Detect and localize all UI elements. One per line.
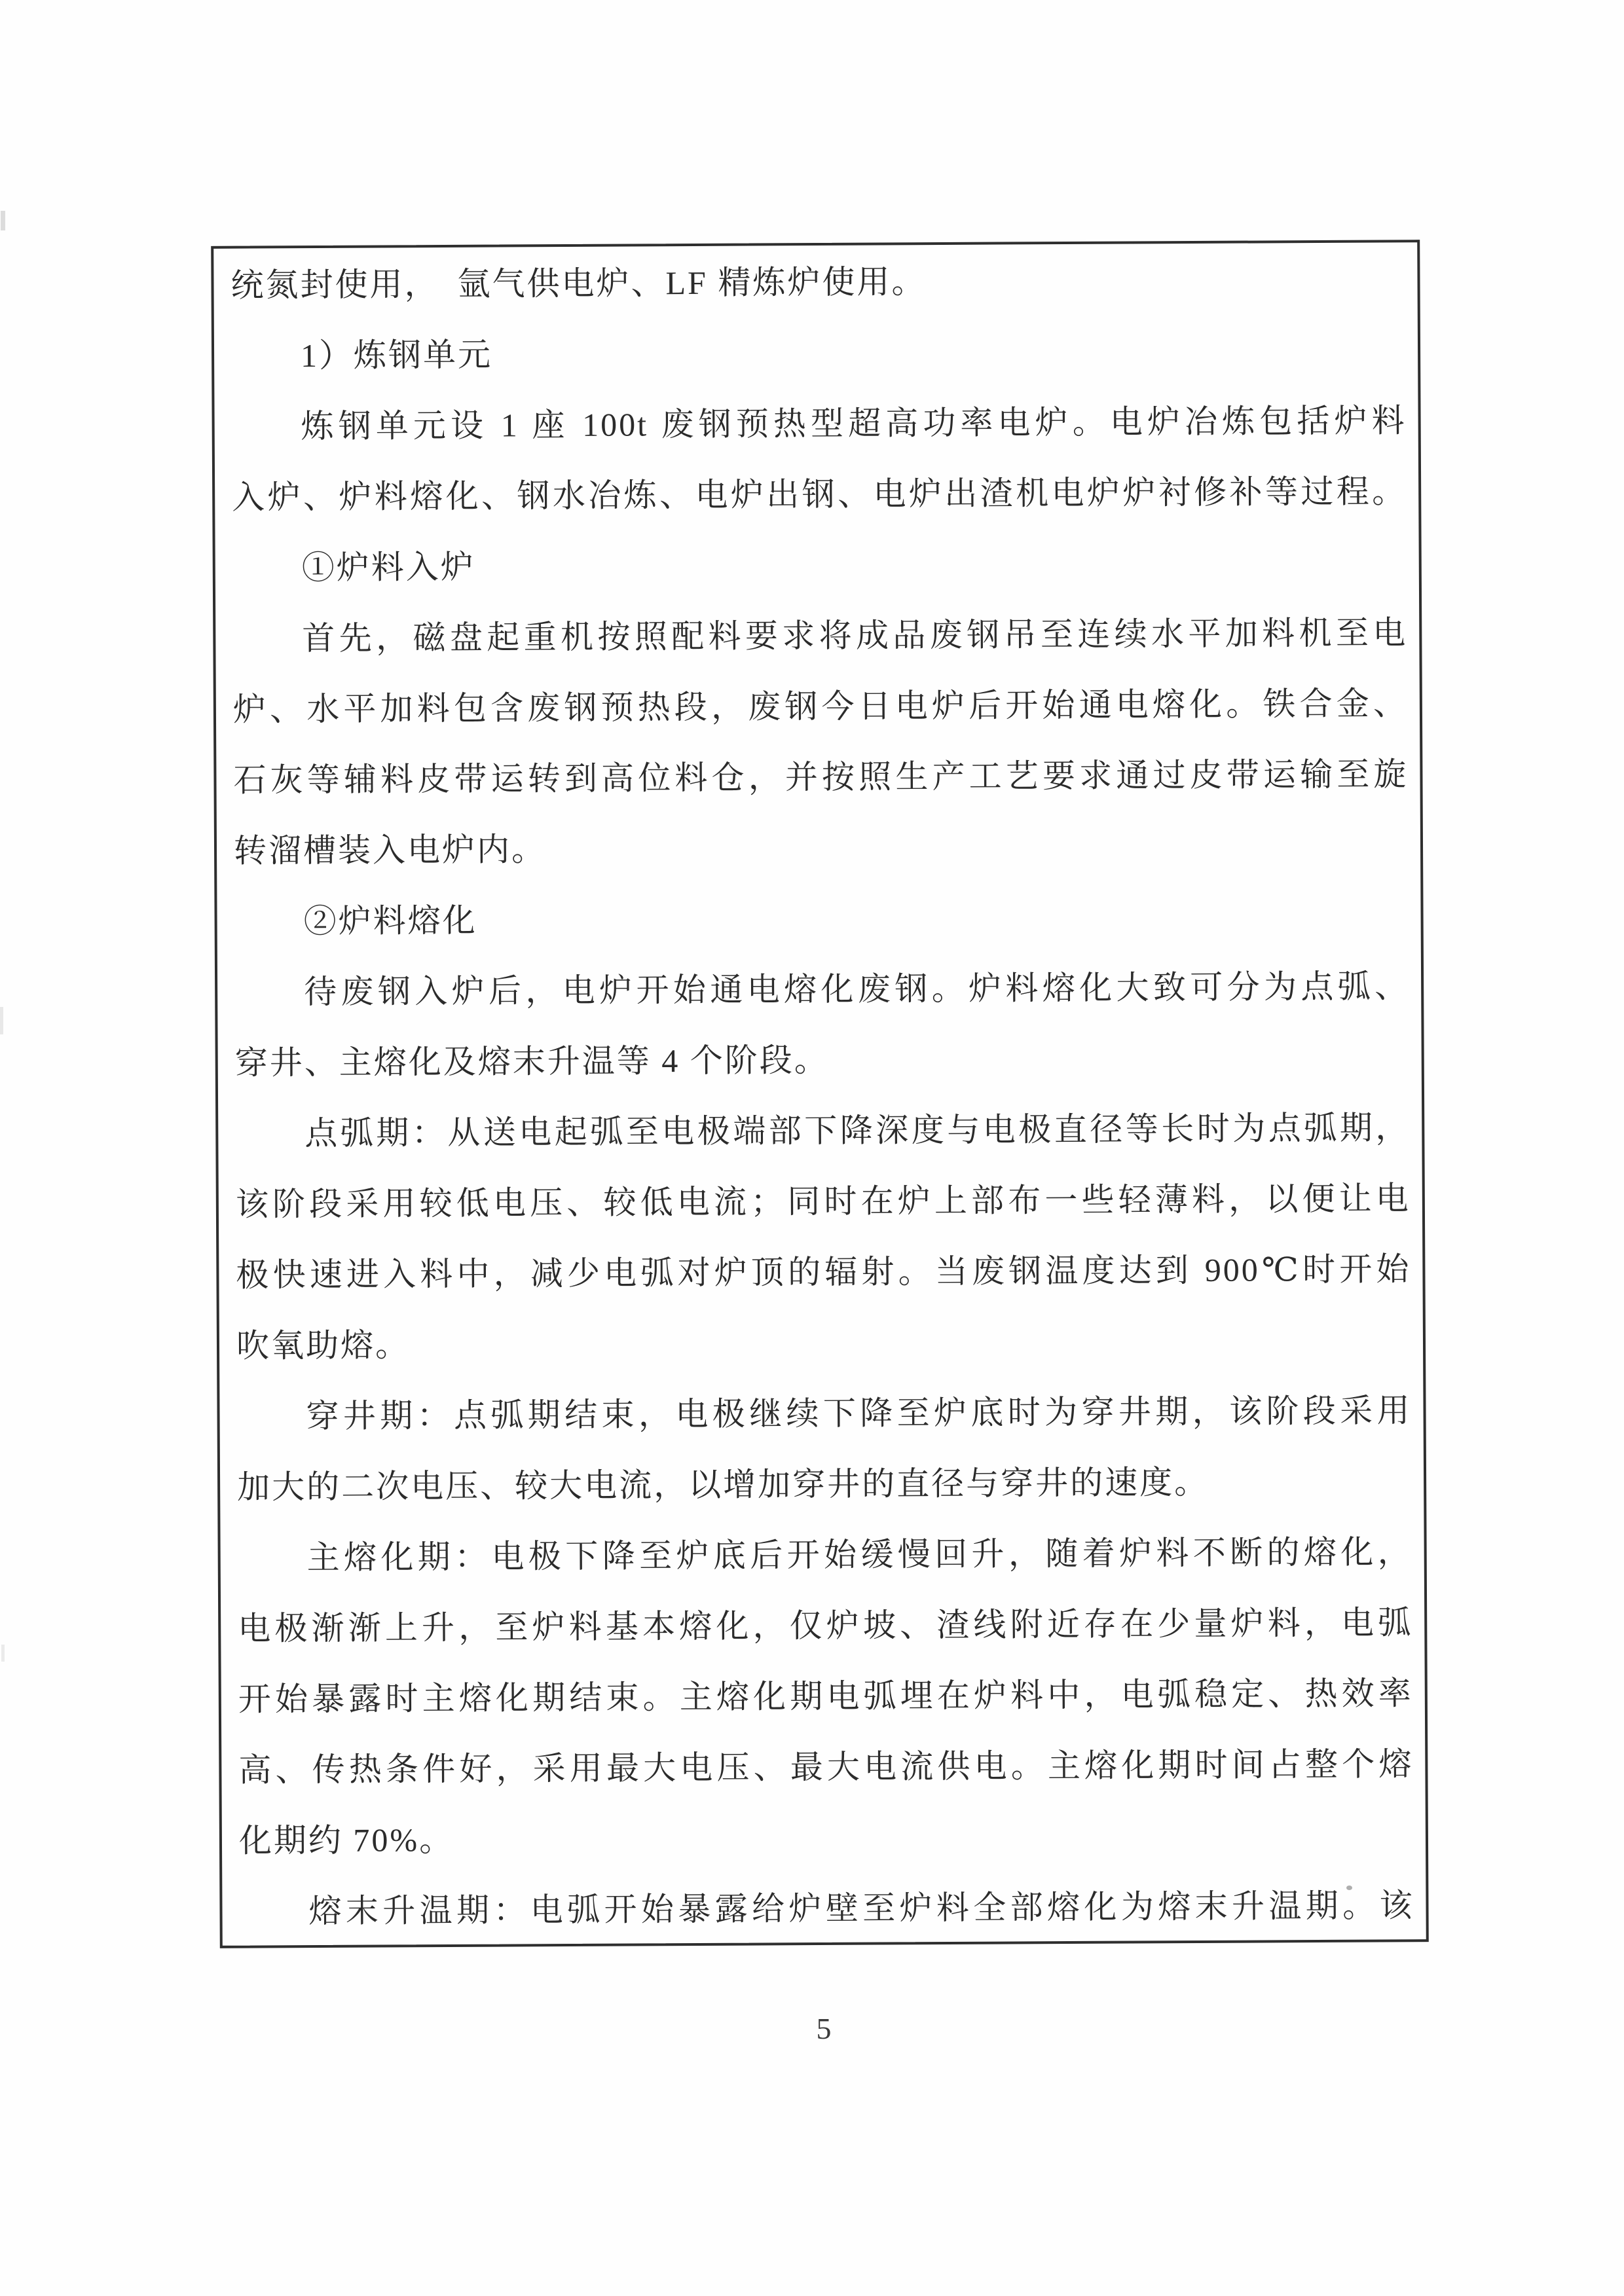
text-line: ①炉料入炉	[301, 548, 475, 587]
text-line: 统氮封使用， 氩气供电炉、LF 精炼炉使用。	[231, 263, 927, 304]
text-line: 入炉、炉料熔化、钢水冶炼、电炉出钢、电炉出渣机电炉炉衬修补等过程。	[232, 473, 1407, 516]
content-border-box	[211, 240, 1429, 1948]
text-line: 石灰等辅料皮带运转到高位料仓，并按照生产工艺要求通过皮带运输至旋	[233, 756, 1409, 799]
text-line: 化期约 70%。	[238, 1821, 454, 1859]
text-line: 主熔化期：电极下降至炉底后开始缓慢回升，随着炉料不断的熔化，	[306, 1533, 1412, 1576]
text-line: 炼钢单元设 1 座 100t 废钢预热型超高功率电炉。电炉冶炼包括炉料	[301, 402, 1407, 445]
text-line: 极快速进入料中，减少电弧对炉顶的辐射。当废钢温度达到 900℃时开始	[236, 1250, 1411, 1294]
scan-artifact	[1, 1645, 5, 1662]
text-line: 加大的二次电压、较大电流，以增加穿井的直径与穿井的速度。	[236, 1463, 1209, 1506]
text-line: 点弧期：从送电起弧至电极端部下降深度与电极直径等长时为点弧期，	[304, 1109, 1411, 1152]
document-body-text	[213, 242, 1426, 1946]
text-line: 炉、水平加料包含废钢预热段，废钢今日电炉后开始通电熔化。铁合金、	[232, 685, 1409, 728]
text-line: 该阶段采用较低电压、较低电流；同时在炉上部布一些轻薄料，以便让电	[235, 1180, 1411, 1223]
text-line: 吹氧助熔。	[236, 1326, 411, 1364]
scan-artifact	[1, 211, 5, 230]
text-line: 穿井期：点弧期结束，电极继续下降至炉底时为穿井期，该阶段采用	[306, 1392, 1412, 1435]
text-line: 待废钢入炉后，电炉开始通电熔化废钢。炉料熔化大致可分为点弧、	[304, 968, 1410, 1011]
text-line: 1）炼钢单元	[300, 336, 493, 374]
text-line: 开始暴露时主熔化期结束。主熔化期电弧埋在炉料中，电弧稳定、热效率	[238, 1675, 1413, 1718]
page-number: 5	[816, 2012, 832, 2045]
text-line: 首先，磁盘起重机按照配料要求将成品废钢吊至连续水平加料机至电	[302, 614, 1408, 657]
text-line: 高、传热条件好，采用最大电压、最大电流供电。主熔化期时间占整个熔	[238, 1745, 1414, 1789]
text-line: 穿井、主熔化及熔末升温等 4 个阶段。	[234, 1041, 829, 1082]
scan-artifact	[0, 1007, 3, 1034]
text-line: 电极渐渐上升，至炉料基本熔化，仅炉坡、渣线附近存在少量炉料，电弧	[238, 1604, 1413, 1647]
text-line: 转溜槽装入电炉内。	[233, 831, 547, 869]
text-line: 熔末升温期：电弧开始暴露给炉壁至炉料全部熔化为熔末升温期。该	[308, 1887, 1414, 1930]
text-line: ②炉料熔化	[303, 902, 477, 940]
